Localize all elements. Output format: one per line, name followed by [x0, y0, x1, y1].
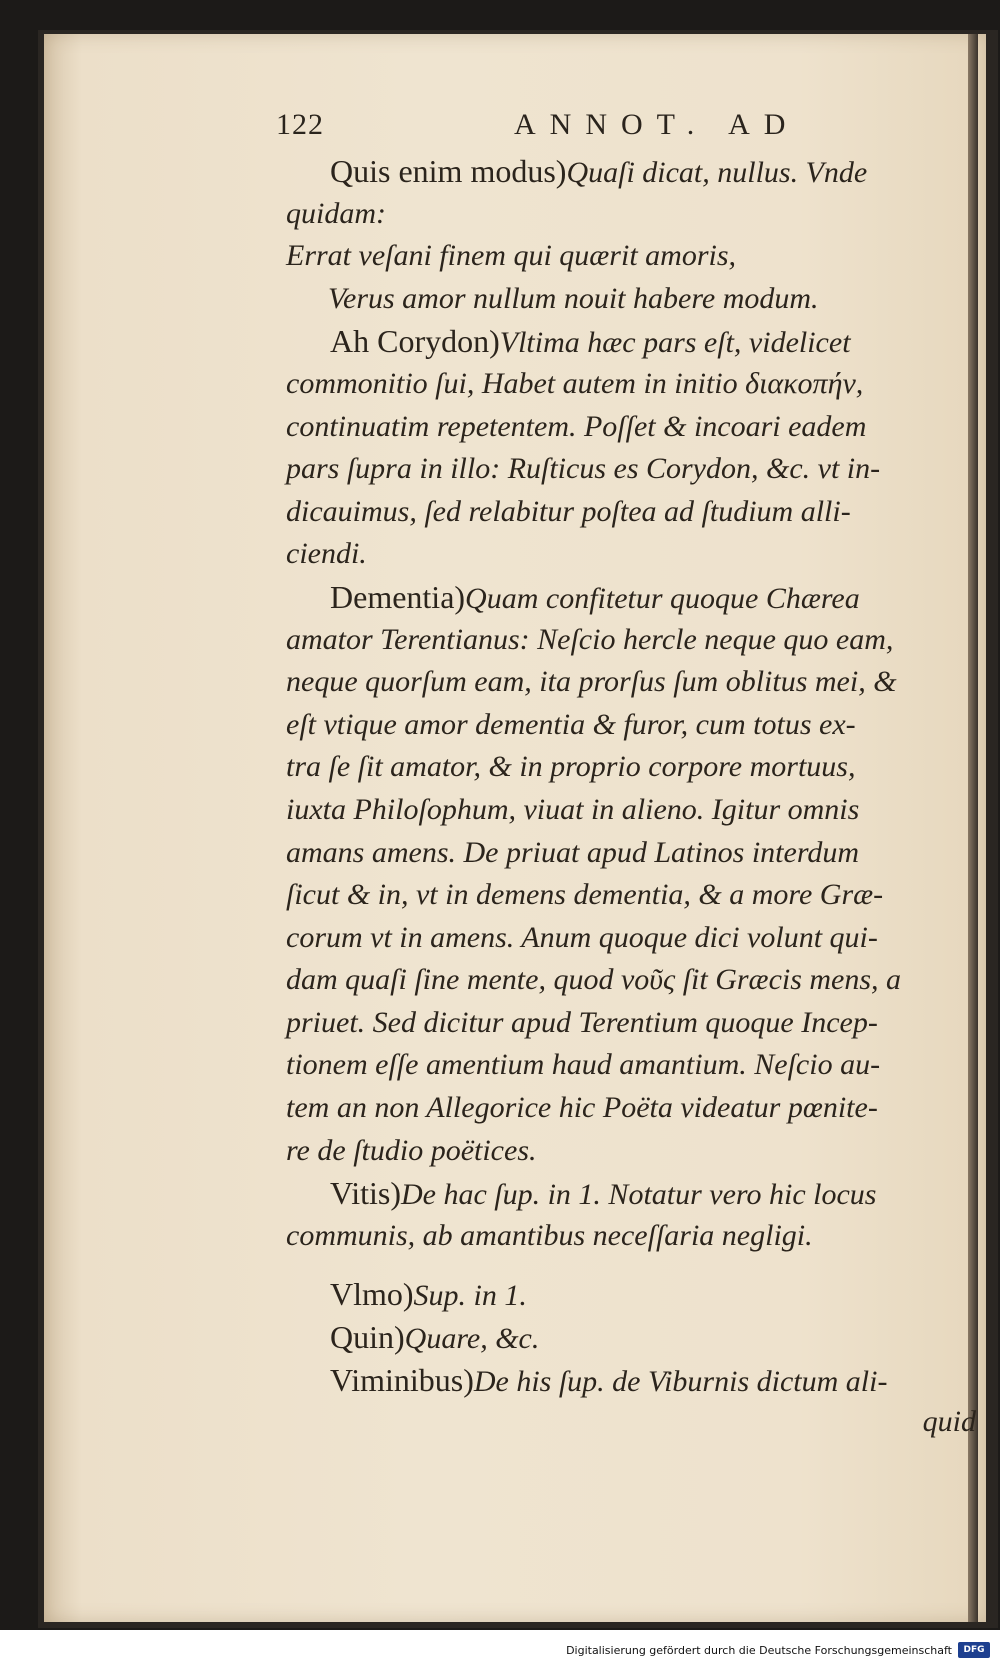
gloss: Sup. in 1. — [413, 1279, 527, 1313]
gloss: De his ſup. de Viburnis dictum ali- — [473, 1364, 888, 1398]
gloss: tra ſe ſit amator, & in proprio corpore mortuus, — [286, 750, 856, 784]
gloss: iuxta Philoſophum, viuat in alieno. Igitur omnis — [286, 792, 860, 826]
gloss: amans amens. De priuat apud Latinos interdum — [286, 835, 860, 869]
text-line — [286, 1002, 976, 1045]
text-line — [286, 1316, 976, 1359]
footer-bar — [0, 1630, 1000, 1673]
gloss: communis, ab amantibus neceſſaria negligi. — [286, 1218, 813, 1252]
dfg-logo: DFG — [958, 1642, 990, 1658]
verse-line — [286, 278, 976, 321]
text-line — [286, 1130, 976, 1173]
gloss: re de ſtudio poëtices. — [286, 1133, 537, 1167]
text-line — [286, 917, 976, 960]
gloss: corum vt in amens. Anum quoque dici volunt qui- — [286, 920, 878, 954]
verse-line — [286, 235, 976, 278]
gloss: eſt vtique amor dementia & furor, cum totus ex- — [286, 707, 856, 741]
text-line — [286, 363, 976, 406]
text-line — [286, 704, 976, 747]
gloss: Errat veſani finem qui quærit amoris, — [286, 239, 736, 273]
gloss: dam quaſi ſine mente, quod νοῦς ſit Græcis mens, a — [286, 963, 902, 997]
gloss: quidam: — [286, 196, 386, 230]
gloss: continuatim repetentem. Poſſet & incoari eadem — [286, 409, 867, 443]
gloss: Quaſi dicat, nullus. Vnde — [566, 156, 868, 189]
gloss: tionem eſſe amentium haud amantium. Neſcio au- — [286, 1048, 881, 1082]
page-number: 122 — [276, 108, 324, 141]
text-line — [286, 491, 976, 534]
text-line — [286, 959, 976, 1002]
text-line — [286, 1215, 976, 1258]
catchword — [286, 1401, 976, 1444]
text-line — [286, 1172, 976, 1215]
gloss: priuet. Sed dicitur apud Terentium quoque Incep- — [286, 1005, 878, 1039]
lemma: Viminibus) — [330, 1361, 474, 1398]
text-line — [286, 1359, 976, 1402]
page-header — [276, 108, 976, 148]
lemma: Ah Corydon) — [330, 323, 500, 360]
gloss: Vltima hæc pars eſt, videlicet — [499, 326, 851, 360]
gloss: Quam confitetur quoque Chærea — [465, 581, 860, 615]
text-line — [286, 150, 976, 193]
text-line — [286, 832, 976, 875]
funding-credit: Digitalisierung gefördert durch die Deutsche Forschungsgemeinschaft — [566, 1644, 952, 1657]
gloss: tem an non Allegorice hic Poëta videatur pœnite- — [286, 1091, 878, 1125]
gloss: neque quorſum eam, ita prorſus ſum oblitus mei, & — [286, 665, 897, 699]
text-line — [286, 746, 976, 789]
gloss: amator Terentianus: Neſcio hercle neque quo eam, — [286, 622, 894, 656]
gloss: Quare, &c. — [404, 1322, 540, 1356]
text-line — [286, 193, 976, 236]
text-line — [286, 1087, 976, 1130]
gloss: dicauimus, ſed relabitur poſtea ad ſtudium alli- — [286, 494, 851, 528]
commentary-text — [286, 150, 976, 1444]
text-line — [286, 533, 976, 576]
text-line — [286, 448, 976, 491]
text-line — [286, 661, 976, 704]
text-line — [286, 874, 976, 917]
text-line — [286, 1044, 976, 1087]
gloss: pars ſupra in illo: Ruſticus es Corydon, &c. vt in- — [286, 452, 881, 486]
text-line — [286, 789, 976, 832]
text-line — [286, 406, 976, 449]
gloss: ciendi. — [286, 537, 367, 571]
lemma: Quin) — [330, 1319, 405, 1356]
gloss: commonitio ſui, Habet autem in initio διακοπήν, — [286, 366, 864, 400]
gloss: quid — [922, 1405, 976, 1439]
lemma: Vitis) — [330, 1175, 401, 1212]
gloss: De hac ſup. in 1. Notatur vero hic locus — [400, 1178, 877, 1212]
lemma: Quis enim modus) — [330, 153, 567, 189]
text-line — [286, 320, 976, 363]
text-line — [286, 576, 976, 619]
running-head: ANNOT. AD — [514, 108, 800, 141]
paragraph-gap — [286, 1257, 976, 1273]
text-line — [286, 619, 976, 662]
lemma: Dementia) — [330, 578, 466, 615]
lemma: Vlmo) — [330, 1276, 414, 1313]
text-line — [286, 1273, 976, 1316]
gloss: ſicut & in, vt in demens dementia, & a more Græ- — [286, 878, 884, 912]
gloss: Verus amor nullum nouit habere modum. — [328, 281, 819, 315]
